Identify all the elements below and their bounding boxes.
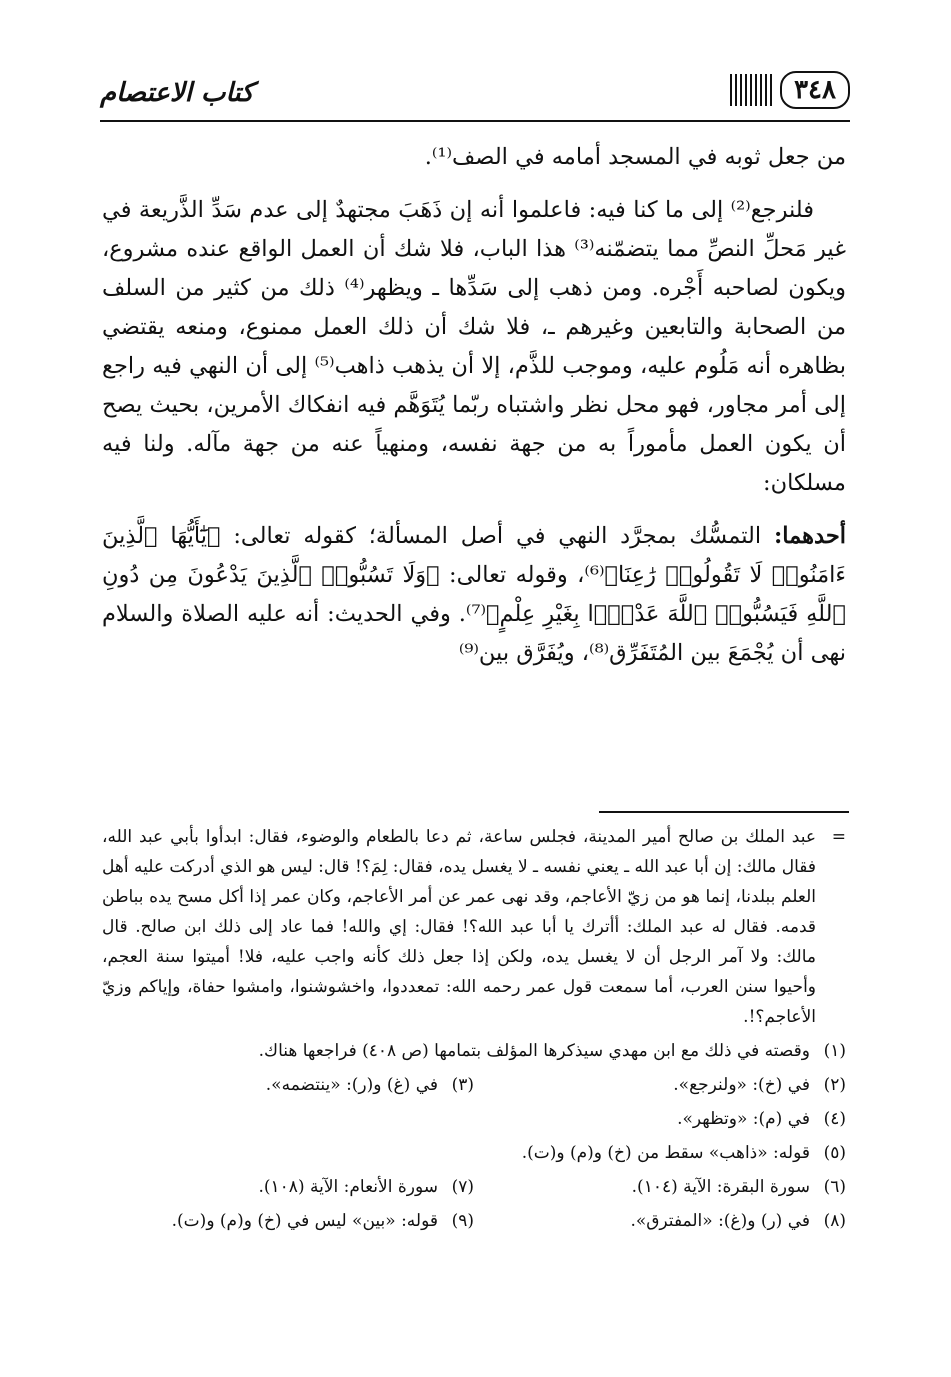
page-header [100, 62, 850, 120]
main-text [102, 138, 846, 687]
footnote-row [102, 1068, 846, 1102]
footnote-number: (٥) [823, 1143, 846, 1163]
footnote-text: في (خ): «ولنرجع». [673, 1075, 810, 1095]
footnote-text: في (ر) و(غ): «المفترق». [630, 1211, 810, 1231]
footnote-row [102, 1204, 846, 1238]
footnote-2 [474, 1070, 846, 1100]
footnote-7 [102, 1172, 474, 1202]
footnote-number: (٦) [823, 1177, 846, 1197]
paragraph-1: من جعل ثوبه في المسجد أمامه في الصف⁽¹⁾. [424, 144, 846, 170]
footnote-number: (٤) [823, 1109, 846, 1129]
paragraph-3 [102, 517, 846, 673]
footnote-1 [102, 1036, 846, 1066]
footnote-number: (٨) [823, 1211, 846, 1231]
paragraph-2: فلنرجع⁽²⁾ إلى ما كنا فيه: فاعلموا أنه إن ذَهَبَ مجتهدٌ إلى عدم سَدِّ الذَّريعة في غير مَحلِّ النصِّ مما يتضمّنه⁽³⁾ هذا الباب، فلا شك أن العمل الواقع عنده مشروع، ويكون لصاحبه أَجْره. ومن ذهب إلى سَدِّها ـ ويظهر⁽⁴⁾ ذلك من كثير من السلف من الصحابة والتابعين وغيرهم ـ، فلا شك أن ذلك العمل ممنوع، ومنعه يقتضي بظاهره أنه مَلُوم عليه، وموجب للذَّم، إلا أن يذهب ذاهب⁽⁵⁾ إلى أن النهي فيه راجع إلى أمر مجاور، فهو محل نظر واشتباه ربّما يُتَوَهَّم فيه انفكاك الأمرين، بحيث يصح أن يكون العمل مأموراً به من جهة نفسه، ومنهياً عنه من جهة مآله. ولنا فيه مسلكان: [102, 197, 847, 496]
footnote-5 [102, 1138, 846, 1168]
footnote-row [102, 1170, 846, 1204]
footnote-text: سورة الأنعام: الآية (١٠٨). [258, 1177, 438, 1197]
footnote-text: سورة البقرة: الآية (١٠٤). [631, 1177, 810, 1197]
footnote-number: (٢) [823, 1075, 846, 1095]
paragraph-3-lead: أحدهما: [774, 523, 847, 549]
footnote-row [102, 1034, 846, 1068]
footnote-number: (٧) [451, 1177, 474, 1197]
paragraph-3-body: التمسُّك بمجرَّد النهي في أصل المسألة؛ كقوله تعالى: ﴿يَٰٓأَيُّهَا ٱلَّذِينَ ءَامَنُوا۟ لَا تَقُولُوا۟ رَٰعِنَا﴾⁽⁶⁾، وقوله تعالى: ﴿وَلَا تَسُبُّوا۟ ٱلَّذِينَ يَدْعُونَ مِن دُونِ ٱللَّهِ فَيَسُبُّوا۟ ٱللَّهَ عَدْوًۢا بِغَيْرِ عِلْمٍ﴾⁽⁷⁾. وفي الحديث: أنه عليه الصلاة والسلام نهى أن يُجْمَعَ بين المُتَفَرِّق⁽⁸⁾، ويُفَرَّق بين⁽⁹⁾ [102, 523, 846, 666]
footnotes [102, 822, 846, 1238]
continuation-text: عبد الملك بن صالح أمير المدينة، فجلس ساعة، ثم دعا بالطعام والوضوء، فقال: ابدأوا بأبي عبد الله، فقال مالك: إن أبا عبد الله ـ يعني نفسه ـ لا يغسل يده، فقال: لِمَ؟! قال: ليس هو الذي أدركت عليه أهل العلم ببلدنا، إنما هو من زيّ الأعاجم، وقد نهى عمر عن أمر الأعاجم، وكان عمر إذا أكل مسح يده بباطن قدمه. فقال له عبد الملك: أأترك يا أبا عبد الله؟! فقال: إي والله! فما عاد إلى ذلك ابن صالح. قال مالك: ولا آمر الرجل أن لا يغسل يده، ولكن إذا جعل ذلك كأنه واجب عليه، فلا! أميتوا سنة العجم، وأحيوا سنن العرب، أما سمعت قول عمر رحمه الله: تمعددوا، واخشوشنوا، وامشوا حفاة، وإياكم وزيّ الأعاجم؟!. [102, 827, 816, 1027]
book-title: كتاب الاعتصام [100, 78, 254, 108]
page-number-box [730, 70, 850, 110]
footnote-8 [474, 1206, 846, 1236]
footnote-3 [102, 1070, 474, 1100]
footnote-number: (٣) [451, 1075, 474, 1095]
decorative-stripes [730, 74, 774, 106]
footnote-number: (٩) [451, 1211, 474, 1231]
footnote-6 [474, 1172, 846, 1202]
continuation-mark: = [831, 827, 846, 847]
page-number: ٣٤٨ [780, 71, 850, 109]
footnote-text: في (م): «وتظهر». [677, 1109, 810, 1129]
footnote-text: قوله: «بين» ليس في (خ) و(م) و(ت). [171, 1211, 438, 1231]
footnote-text: وقصته في ذلك مع ابن مهدي سيذكرها المؤلف بتمامها (ص ٤٠٨) فراجعها هناك. [258, 1041, 810, 1061]
footnote-9 [102, 1206, 474, 1236]
footnote-row [102, 1102, 846, 1136]
footnote-continuation [102, 822, 846, 1032]
header-rule [100, 120, 850, 122]
footnote-4 [102, 1104, 846, 1134]
footnote-row [102, 1136, 846, 1170]
footnote-text: في (غ) و(ر): «ينتضمه». [265, 1075, 438, 1095]
footnote-text: قوله: «ذاهب» سقط من (خ) و(م) و(ت). [521, 1143, 810, 1163]
footnote-number: (١) [823, 1041, 846, 1061]
footnote-separator [599, 811, 849, 813]
